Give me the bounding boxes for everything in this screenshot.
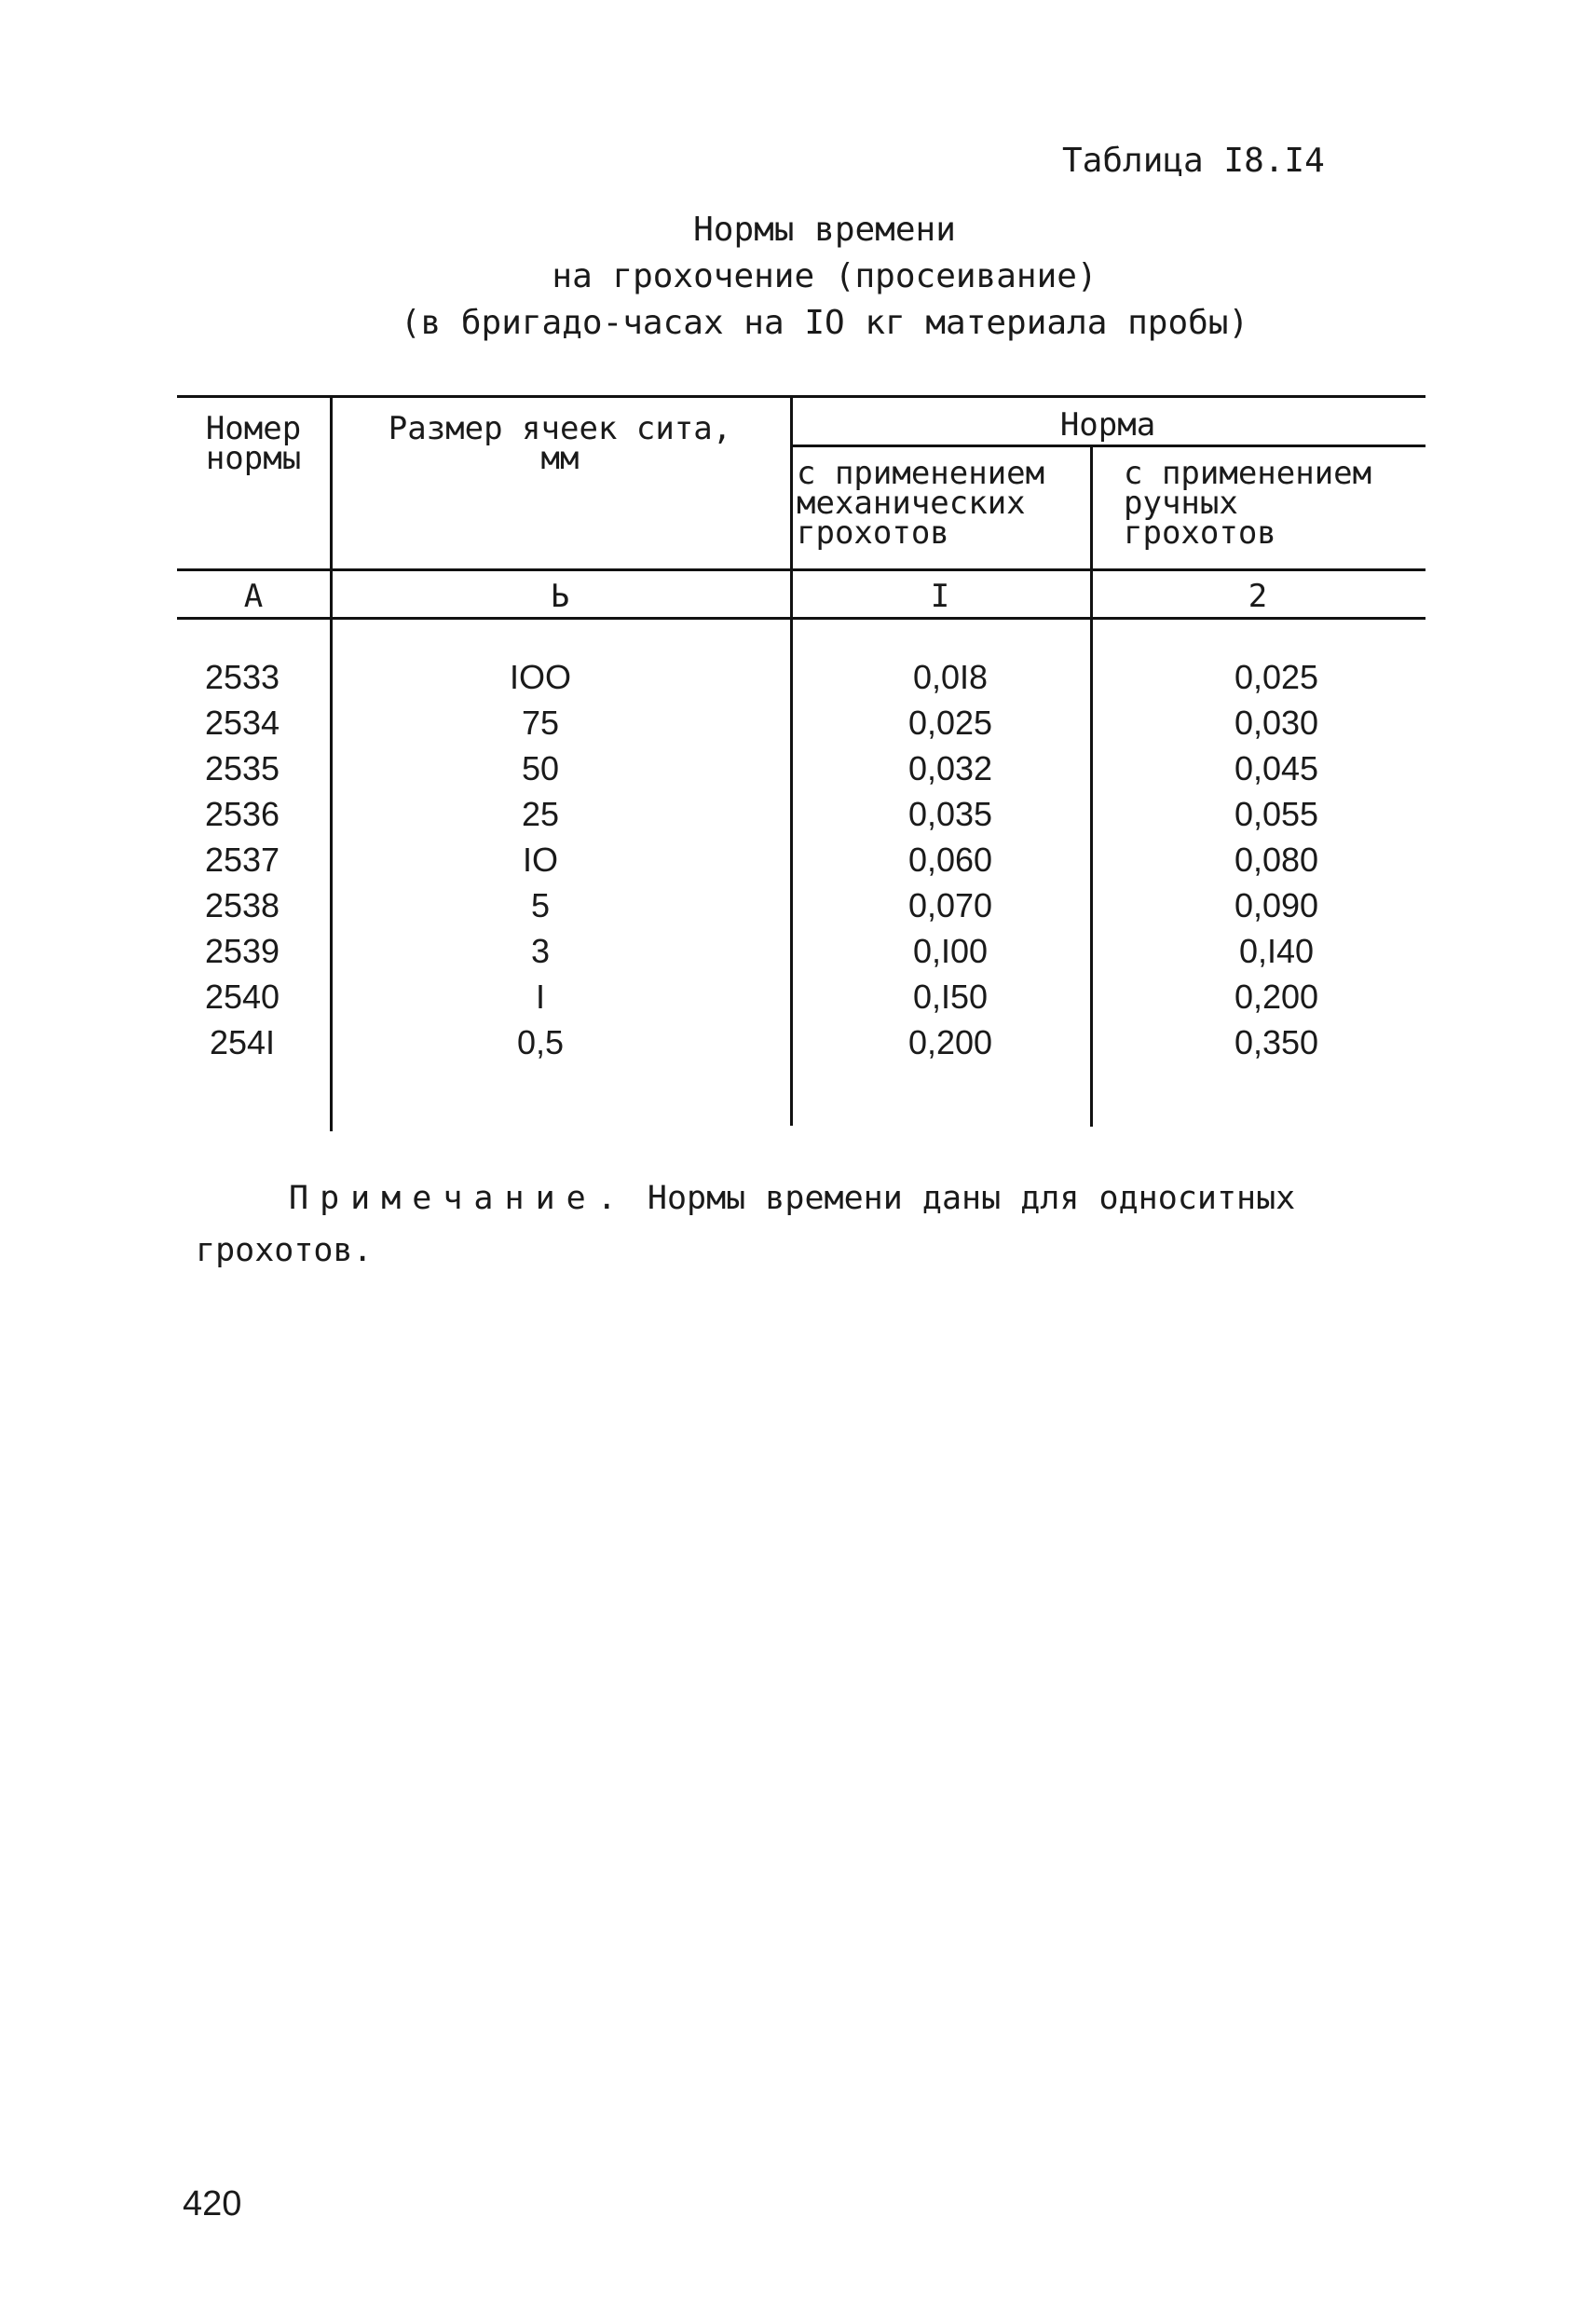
header-mechanical-line-2: механических: [797, 485, 1026, 522]
row-size: I: [535, 978, 545, 1016]
index-bottom-rule: [177, 617, 1425, 620]
header-manual-line-1: с применением: [1124, 455, 1372, 492]
title-line-3: (в бригадо-часах на IO кг материала пробы): [400, 304, 1249, 342]
col-divider-3: [1090, 445, 1093, 1127]
row-manual: 0,350: [1234, 1023, 1319, 1061]
row-mechanical: 0,070: [907, 886, 993, 924]
row-number: 254I: [209, 1023, 276, 1061]
col-divider-2: [790, 395, 793, 1126]
header-mesh-size-line-2: мм: [540, 440, 580, 477]
row-number: 2537: [204, 841, 280, 879]
header-manual-line-2: ручных: [1124, 485, 1238, 522]
row-mechanical: 0,I50: [912, 978, 989, 1016]
header-norm-number-line-2: нормы: [205, 440, 302, 477]
header-mechanical-line-3: грохотов: [797, 514, 949, 552]
row-size: 5: [530, 886, 551, 924]
table-note: [196, 1172, 1407, 1277]
row-size: IO: [522, 841, 558, 879]
index-label-1: I: [930, 578, 950, 615]
index-label-2: 2: [1248, 578, 1268, 615]
header-mechanical-line-1: с применением: [797, 455, 1045, 492]
table-top-rule: [177, 395, 1425, 398]
row-size: 75: [521, 704, 560, 742]
row-size: 0,5: [516, 1023, 565, 1061]
row-mechanical: 0,035: [907, 795, 993, 833]
index-label-a: А: [243, 578, 264, 615]
row-number: 2535: [204, 749, 280, 787]
note-label: Примечание.: [289, 1180, 628, 1217]
header-manual-line-3: грохотов: [1124, 514, 1276, 552]
row-mechanical: 0,200: [907, 1023, 993, 1061]
row-manual: 0,045: [1234, 749, 1319, 787]
row-manual: 0,025: [1234, 658, 1319, 696]
title-line-2: на грохочение (просеивание): [552, 257, 1098, 295]
row-mechanical: 0,060: [907, 841, 993, 879]
table-reference: Таблица I8.I4: [1062, 142, 1325, 180]
header-mechanical: [797, 455, 1085, 552]
header-mesh-size: [330, 410, 790, 477]
title-line-1: Нормы времени: [693, 211, 956, 249]
row-manual: 0,I40: [1238, 932, 1315, 970]
row-number: 2539: [204, 932, 280, 970]
row-number: 2534: [204, 704, 280, 742]
note-text: Нормы времени даны для односитных грохотов.: [196, 1180, 1296, 1269]
row-size: 25: [521, 795, 560, 833]
header-bottom-rule: [177, 568, 1425, 571]
row-manual: 0,200: [1234, 978, 1319, 1016]
index-label-b: Ь: [550, 578, 570, 615]
row-number: 2538: [204, 886, 280, 924]
row-number: 2536: [204, 795, 280, 833]
row-mechanical: 0,I00: [912, 932, 989, 970]
header-manual: [1124, 455, 1422, 552]
row-size: 50: [521, 749, 560, 787]
row-size: IOO: [509, 658, 571, 696]
table-title: [280, 207, 1370, 347]
page-number: 420: [183, 2184, 242, 2223]
row-size: 3: [530, 932, 551, 970]
row-manual: 0,030: [1234, 704, 1319, 742]
row-mechanical: 0,032: [907, 749, 993, 787]
header-norm: Норма: [1059, 406, 1156, 444]
row-manual: 0,080: [1234, 841, 1319, 879]
header-norm-number: [177, 410, 330, 477]
col-divider-1: [330, 395, 333, 1131]
row-manual: 0,055: [1234, 795, 1319, 833]
row-manual: 0,090: [1234, 886, 1319, 924]
norm-subheader-rule: [790, 445, 1425, 447]
norms-table: [177, 395, 1425, 1131]
header-norm-number-line-1: Номер: [205, 410, 302, 447]
row-number: 2540: [204, 978, 280, 1016]
header-mesh-size-line-1: Размер ячеек сита,: [388, 410, 732, 447]
row-mechanical: 0,0I8: [912, 658, 989, 696]
row-mechanical: 0,025: [907, 704, 993, 742]
row-number: 2533: [204, 658, 280, 696]
